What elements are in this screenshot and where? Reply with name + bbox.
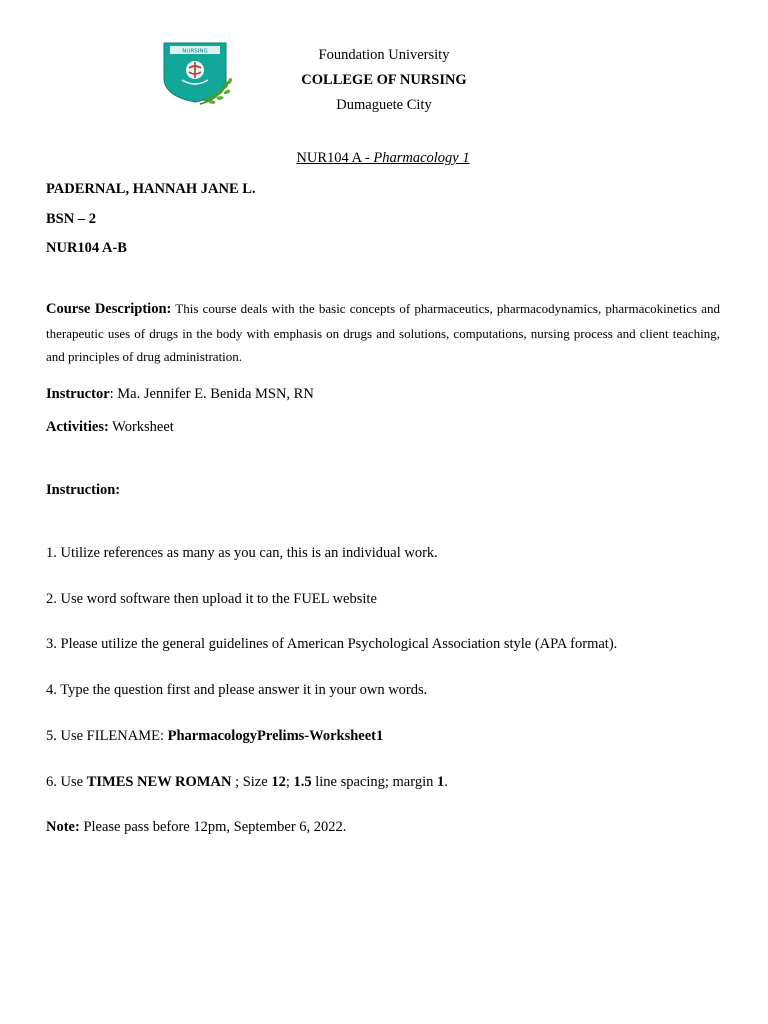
university-name: Foundation University [318, 47, 450, 63]
instruction-6-end: . [444, 774, 448, 790]
document-header [234, 43, 534, 118]
logo-banner-text: NURSING [182, 48, 208, 55]
note-line [46, 819, 346, 836]
student-section: NUR104 A-B [46, 240, 127, 256]
instruction-6-mid3: line spacing; margin [311, 774, 437, 790]
instruction-6-size: 12 [271, 774, 286, 790]
course-title [0, 150, 766, 167]
activities-value: Worksheet [108, 419, 174, 435]
instruction-item-1: 1. Utilize references as many as you can, this is an individual work. [46, 545, 438, 561]
instructor-line [46, 386, 314, 403]
instruction-item-5 [46, 728, 383, 745]
instructor-label: Instructor [46, 386, 110, 402]
note-text: Please pass before 12pm, September 6, 2022. [79, 819, 347, 835]
course-description-label: Course Description: [46, 301, 172, 317]
college-name: COLLEGE OF NURSING [301, 72, 467, 88]
note-label: Note: [46, 819, 80, 835]
instruction-item-2: 2. Use word software then upload it to the FUEL website [46, 591, 377, 607]
activities-label: Activities: [46, 419, 109, 435]
instruction-item-4: 4. Type the question first and please answer it in your own words. [46, 682, 428, 698]
nursing-shield-logo-icon [160, 40, 234, 106]
city-name: Dumaguete City [336, 97, 432, 113]
instruction-6-mid2: ; [285, 774, 294, 790]
instruction-5-prefix: 5. Use FILENAME: [46, 728, 168, 744]
instruction-6-margin: 1 [436, 774, 445, 790]
instruction-5-filename: PharmacologyPrelims-Worksheet1 [167, 728, 384, 744]
instruction-6-prefix: 6. Use [46, 774, 87, 790]
instruction-heading: Instruction: [46, 482, 121, 498]
instruction-6-font: TIMES NEW ROMAN [86, 774, 232, 790]
instruction-item-6 [46, 774, 448, 791]
course-description-text: This course deals with the basic concepts of pharmaceutics, pharmacodynamics, pharmacokinetics and therapeutic uses of drugs in the body with emphasis on drugs and solutions, computations, nursing process and client teaching, and principles of drug administration. [46, 301, 720, 364]
instruction-6-spacing: 1.5 [293, 774, 312, 790]
student-program: BSN – 2 [46, 211, 96, 227]
instruction-item-3: 3. Please utilize the general guidelines of American Psychological Association style (APA format). [46, 636, 618, 652]
student-name: PADERNAL, HANNAH JANE L. [46, 181, 256, 197]
instruction-6-mid1: ; Size [231, 774, 272, 790]
course-name: Pharmacology 1 [373, 150, 470, 166]
course-code: NUR104 A - [296, 150, 374, 166]
activities-line [46, 419, 174, 436]
course-description [46, 297, 720, 369]
instructor-value: : Ma. Jennifer E. Benida MSN, RN [109, 386, 314, 402]
